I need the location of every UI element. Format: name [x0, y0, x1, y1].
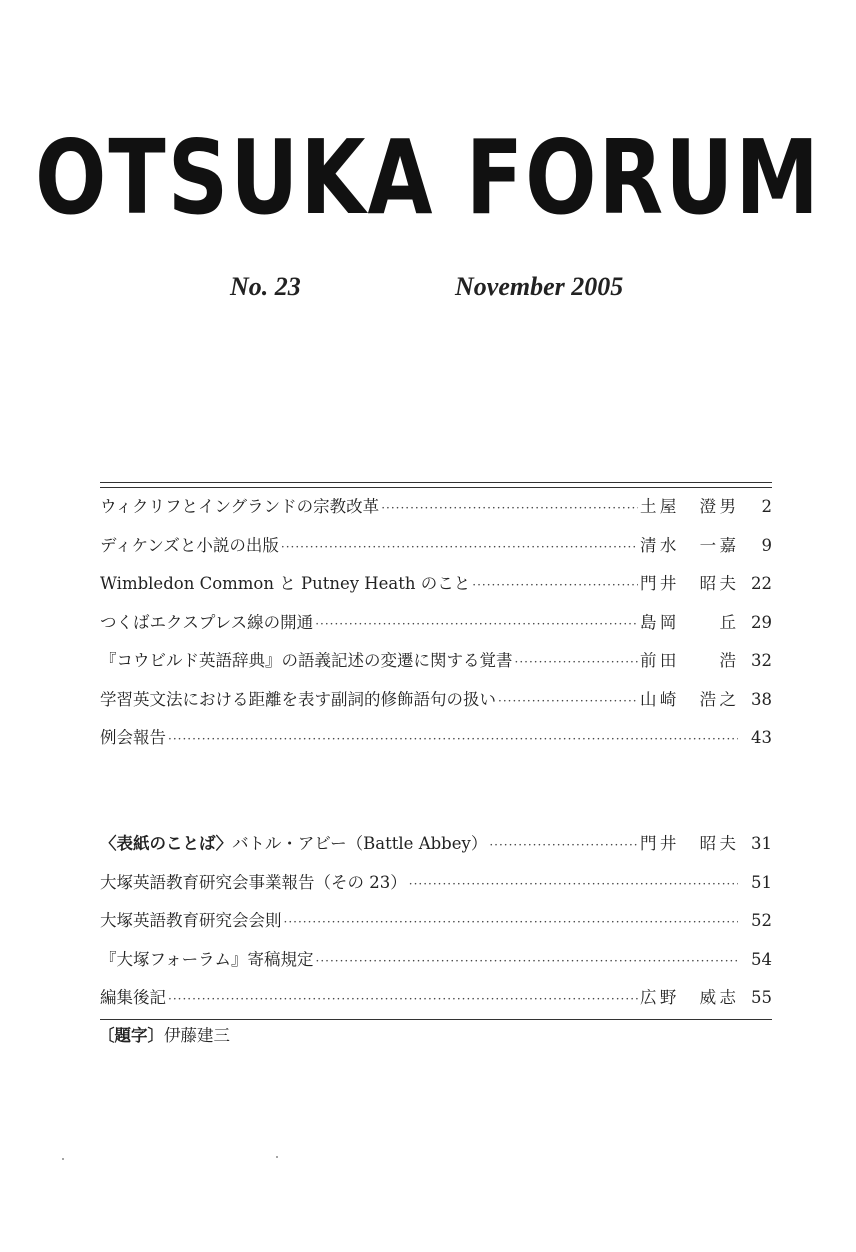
toc-page: 22	[751, 574, 772, 593]
paper-speck	[276, 1156, 278, 1158]
toc-author: 島岡 丘	[640, 612, 736, 632]
toc-leader-dots	[284, 915, 739, 929]
toc-title: 『コウビルド英語辞典』の語義記述の変遷に関する覚書	[100, 651, 513, 670]
journal-masthead: OTSUKA FORUM	[34, 118, 822, 238]
toc-leader-dots	[316, 954, 738, 968]
toc-leader-dots	[168, 732, 738, 746]
toc-page: 38	[751, 689, 772, 709]
toc-row[interactable]	[100, 493, 772, 532]
appendix-author: 門井 昭夫	[640, 834, 736, 853]
appendix-row[interactable]	[100, 830, 772, 869]
toc-page: 2	[761, 497, 772, 516]
toc-title: 例会報告	[100, 728, 166, 747]
appendix-title: 編集後記	[100, 988, 166, 1007]
toc-leader-dots	[489, 838, 638, 852]
credit-name: 伊藤建三	[164, 1026, 230, 1045]
toc-row[interactable]	[100, 686, 772, 725]
toc-title: ディケンズと小説の出版	[100, 535, 279, 555]
appendix-row[interactable]	[100, 946, 772, 985]
issue-date: November 2005	[455, 272, 624, 301]
toc-title: Wimbledon Common と Putney Heath のこと	[100, 574, 471, 593]
toc-author: 門井 昭夫	[640, 574, 736, 593]
appendix-page: 52	[751, 911, 772, 930]
toc-leader-dots	[168, 992, 638, 1006]
appendix-title-prefix: 〈表紙のことば〉	[100, 834, 233, 853]
toc-leader-dots	[281, 540, 638, 554]
issue-number: No. 23	[230, 272, 301, 301]
appendix-page: 54	[751, 949, 772, 969]
appendix-title: 大塚英語教育研究会会則	[100, 911, 282, 930]
toc-row[interactable]	[100, 532, 772, 571]
appendix-page: 55	[751, 988, 772, 1007]
toc-leader-dots	[315, 617, 638, 631]
toc-title: 学習英文法における距離を表す副詞的修飾語句の扱い	[100, 689, 496, 709]
toc-row[interactable]	[100, 609, 772, 648]
appendix-title: 『大塚フォーラム』寄稿規定	[100, 949, 314, 969]
appendix-author: 広野 威志	[640, 988, 736, 1007]
toc-page: 32	[751, 651, 772, 670]
toc-title: ウィクリフとイングランドの宗教改革	[100, 497, 380, 516]
appendix-title-text: バトル・アビー（Battle Abbey）	[232, 834, 488, 853]
toc-leader-dots	[472, 578, 638, 592]
contents-top-rule-upper	[100, 482, 772, 483]
appendix-row[interactable]	[100, 869, 772, 908]
contents-bottom-rule	[100, 1019, 772, 1020]
toc-page: 29	[751, 612, 772, 632]
toc-title: つくばエクスプレス線の開通	[100, 612, 314, 632]
toc-page: 9	[761, 535, 772, 555]
toc-page: 43	[751, 728, 772, 747]
toc-author: 清水 一嘉	[640, 535, 736, 555]
toc-row[interactable]	[100, 570, 772, 609]
toc-author: 前田 浩	[640, 651, 736, 670]
toc-leader-dots	[498, 694, 638, 708]
table-of-contents	[100, 493, 772, 763]
appendix-row[interactable]	[100, 984, 772, 1023]
credit-label: 〔題字〕	[98, 1026, 164, 1045]
appendix-page: 31	[751, 834, 772, 853]
toc-author: 山崎 浩之	[640, 689, 736, 709]
toc-leader-dots	[409, 877, 738, 891]
toc-leader-dots	[381, 501, 638, 515]
appendix-title	[100, 830, 487, 854]
contents-top-rule-lower	[100, 487, 772, 488]
appendix-title: 大塚英語教育研究会事業報告（その 23）	[100, 872, 407, 892]
appendix-contents	[100, 830, 772, 1023]
calligraphy-credit	[98, 1022, 230, 1046]
appendix-row[interactable]	[100, 907, 772, 946]
toc-row[interactable]	[100, 724, 772, 763]
appendix-page: 51	[751, 872, 772, 892]
paper-speck	[62, 1158, 64, 1160]
toc-leader-dots	[515, 655, 639, 669]
toc-row[interactable]	[100, 647, 772, 686]
toc-author: 土屋 澄男	[640, 497, 736, 516]
